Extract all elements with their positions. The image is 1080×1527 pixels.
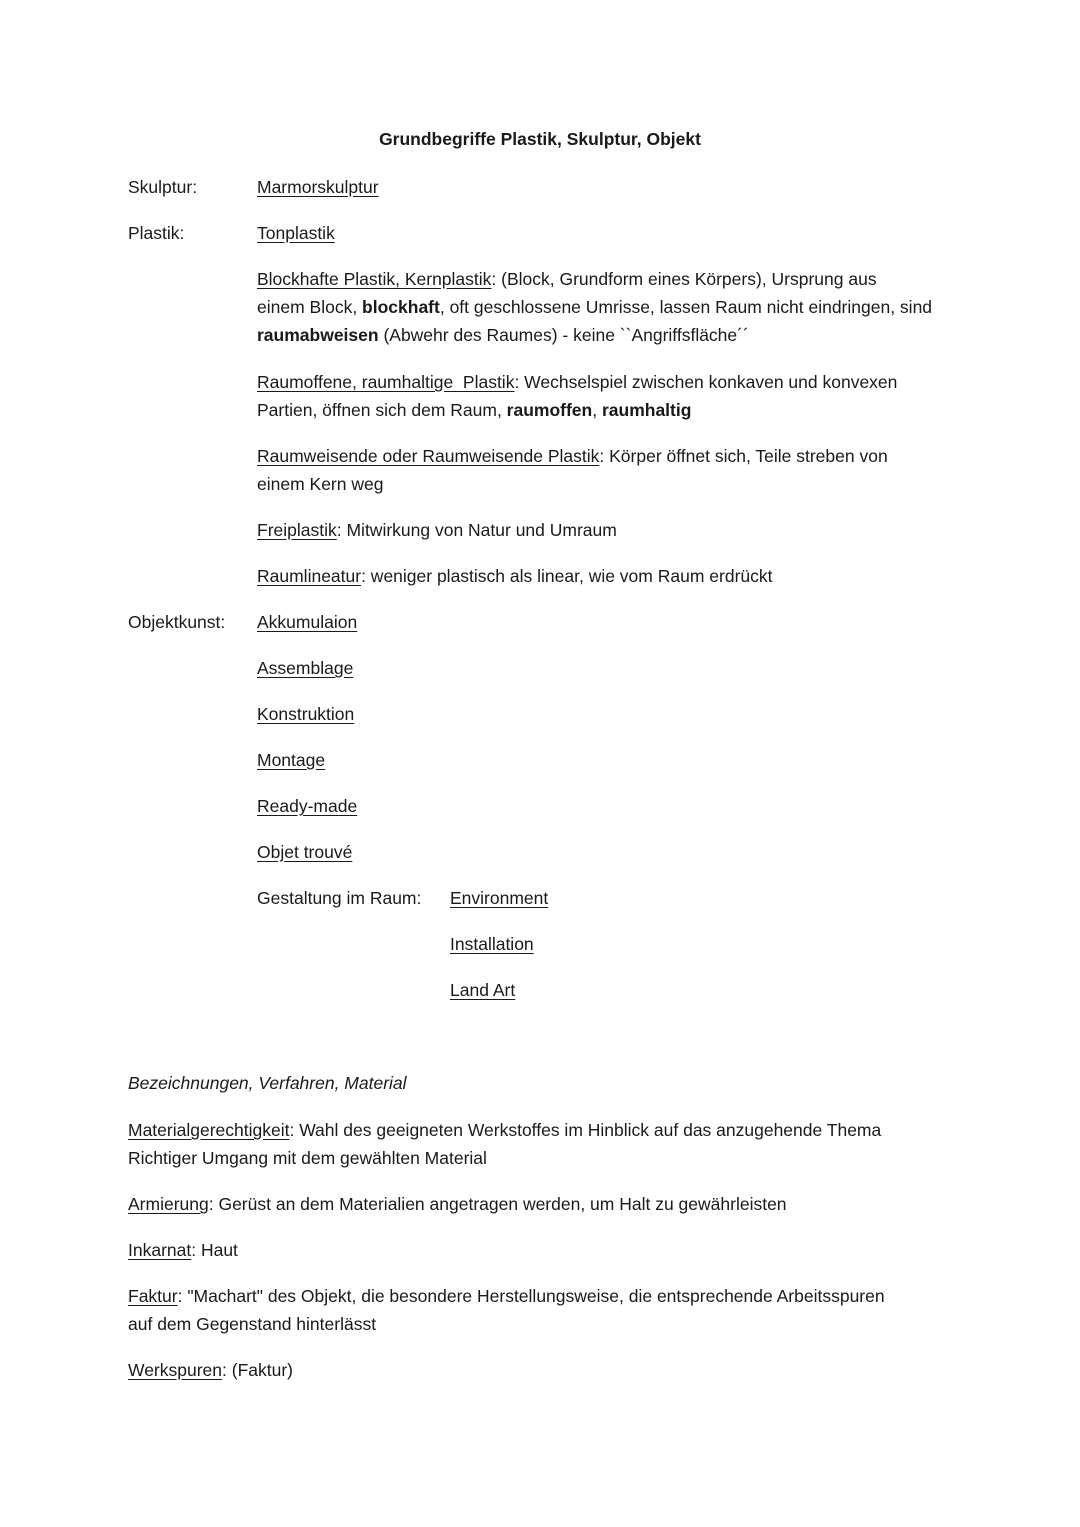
text: : Körper öffnet sich, Teile streben von (599, 446, 888, 466)
text: einem Kern weg (257, 474, 384, 494)
text: auf dem Gegenstand hinterlässt (128, 1314, 377, 1334)
bold-text: raumabweisen (257, 325, 379, 345)
term-installation: Installation (450, 934, 534, 954)
term-ready-made: Ready-made (257, 796, 358, 816)
page-title: Grundbegriffe Plastik, Skulptur, Objekt (379, 129, 701, 149)
text: : weniger plastisch als linear, wie vom Raum erdrückt (361, 566, 773, 586)
term-materialgerechtigkeit: Materialgerechtigkeit (128, 1120, 290, 1140)
term-marmorskulptur: Marmorskulptur (257, 177, 379, 197)
text: Richtiger Umgang mit dem gewählten Material (128, 1148, 487, 1168)
label-skulptur: Skulptur: (128, 177, 198, 197)
term-freiplastik: Freiplastik (257, 520, 337, 540)
term-raumoffene-plastik: Raumoffene, raumhaltige Plastik (257, 372, 515, 392)
text: : Gerüst an dem Materialien angetragen werden, um Halt zu gewährleisten (208, 1194, 787, 1214)
term-konstruktion: Konstruktion (257, 704, 355, 724)
term-faktur: Faktur (128, 1286, 178, 1306)
term-armierung: Armierung (128, 1194, 209, 1214)
text: : Mitwirkung von Natur und Umraum (336, 520, 617, 540)
text: : (Block, Grundform eines Körpers), Ursprung aus (491, 269, 877, 289)
bold-text: raumhaltig (601, 400, 692, 420)
para-raumweisende-plastik (257, 442, 888, 498)
para-materialgerechtigkeit (128, 1116, 881, 1172)
section-heading: Bezeichnungen, Verfahren, Material (128, 1073, 407, 1093)
term-akkumulaion: Akkumulaion (257, 612, 358, 632)
text: (Abwehr des Raumes) - keine ``Angriffsfläche´´ (378, 325, 749, 345)
term-blockhafte-plastik: Blockhafte Plastik, Kernplastik (257, 269, 492, 289)
para-blockhafte-plastik (257, 265, 932, 349)
bold-text: blockhaft (362, 297, 440, 317)
term-tonplastik: Tonplastik (257, 223, 335, 243)
term-raumweisende-plastik: Raumweisende oder Raumweisende Plastik (257, 446, 600, 466)
term-objet-trouve: Objet trouvé (257, 842, 353, 862)
term-assemblage: Assemblage (257, 658, 354, 678)
label-plastik: Plastik: (128, 223, 185, 243)
para-werkspuren (128, 1360, 293, 1381)
text: , (592, 400, 602, 420)
text: einem Block, (257, 297, 363, 317)
para-raumoffene-plastik (257, 368, 897, 424)
text: : (Faktur) (222, 1360, 294, 1380)
text: : Wechselspiel zwischen konkaven und konvexen (514, 372, 898, 392)
term-environment: Environment (450, 888, 549, 908)
bold-text: raumoffen (506, 400, 593, 420)
text: : "Machart" des Objekt, die besondere Herstellungsweise, die entsprechende Arbeitsspuren (177, 1286, 885, 1306)
term-montage: Montage (257, 750, 326, 770)
text: : Wahl des geeigneten Werkstoffes im Hinblick auf das anzugehende Thema (289, 1120, 882, 1140)
text: : Haut (191, 1240, 238, 1260)
para-armierung (128, 1194, 787, 1215)
term-werkspuren: Werkspuren (128, 1360, 223, 1380)
para-raumlineatur (257, 566, 773, 587)
label-gestaltung-im-raum: Gestaltung im Raum: (257, 888, 422, 908)
term-land-art: Land Art (450, 980, 516, 1000)
para-inkarnat (128, 1240, 238, 1261)
text: Partien, öffnen sich dem Raum, (257, 400, 507, 420)
term-raumlineatur: Raumlineatur (257, 566, 362, 586)
label-objektkunst: Objektkunst: (128, 612, 226, 632)
text: , oft geschlossene Umrisse, lassen Raum nicht eindringen, sind (439, 297, 933, 317)
term-inkarnat: Inkarnat (128, 1240, 192, 1260)
para-freiplastik (257, 520, 617, 541)
para-faktur (128, 1282, 885, 1338)
